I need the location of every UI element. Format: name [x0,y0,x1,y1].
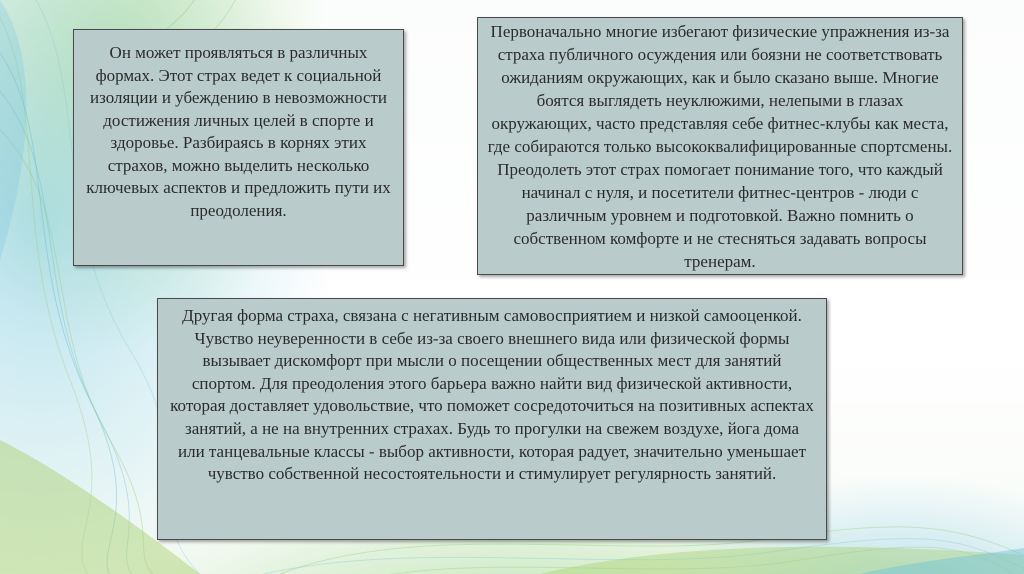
text-box-bottom-content: Другая форма страха, связана с негативным самовосприятием и низкой самооценкой. Чувство неуверенности в себе из-за своего внешнего вида или физической формы вызывает дискомфорт при мысли о посещении общественных мест для занятий спортом. Для преодоления этого барьера важно найти вид физической активности, которая доставляет удовольствие, что поможет сосредоточиться на позитивных аспектах занятий, а не на внутренних страхах. Будь то прогулки на свежем воздухе, йога дома или танцевальные классы - выбор активности, которая радует, значительно уменьшает чувство собственной несостоятельности и стимулирует регулярность занятий. [170,306,814,484]
wave-band-blue [0,0,26,260]
text-box-left-content: Он может проявляться в различных формах. Этот страх ведет к социальной изоляции и убеждению в невозможности достижения личных целей в спорте и здоровье. Разбираясь в корнях этих страхов, можно выделить несколько ключевых аспектов и предложить пути их преодоления. [86,43,391,220]
text-box-right [477,17,963,275]
text-box-bottom [157,298,827,540]
text-box-left [73,29,404,266]
text-box-right-content: Первоначально многие избегают физические упражнения из-за страха публичного осуждения или боязни не соответствовать ожиданиям окружающих, как и было сказано выше. Многие боятся выглядеть неуклюжими, нелепыми в глазах окружающих, часто представляя себе фитнес-клубы как места, где собираются только высококвалифицированные спортсмены. Преодолеть этот страх помогает понимание того, что каждый начинал с нуля, и посетители фитнес-центров - люди с различным уровнем и подготовкой. Важно помнить о собственном комфорте и не стесняться задавать вопросы тренерам. [487,22,953,271]
